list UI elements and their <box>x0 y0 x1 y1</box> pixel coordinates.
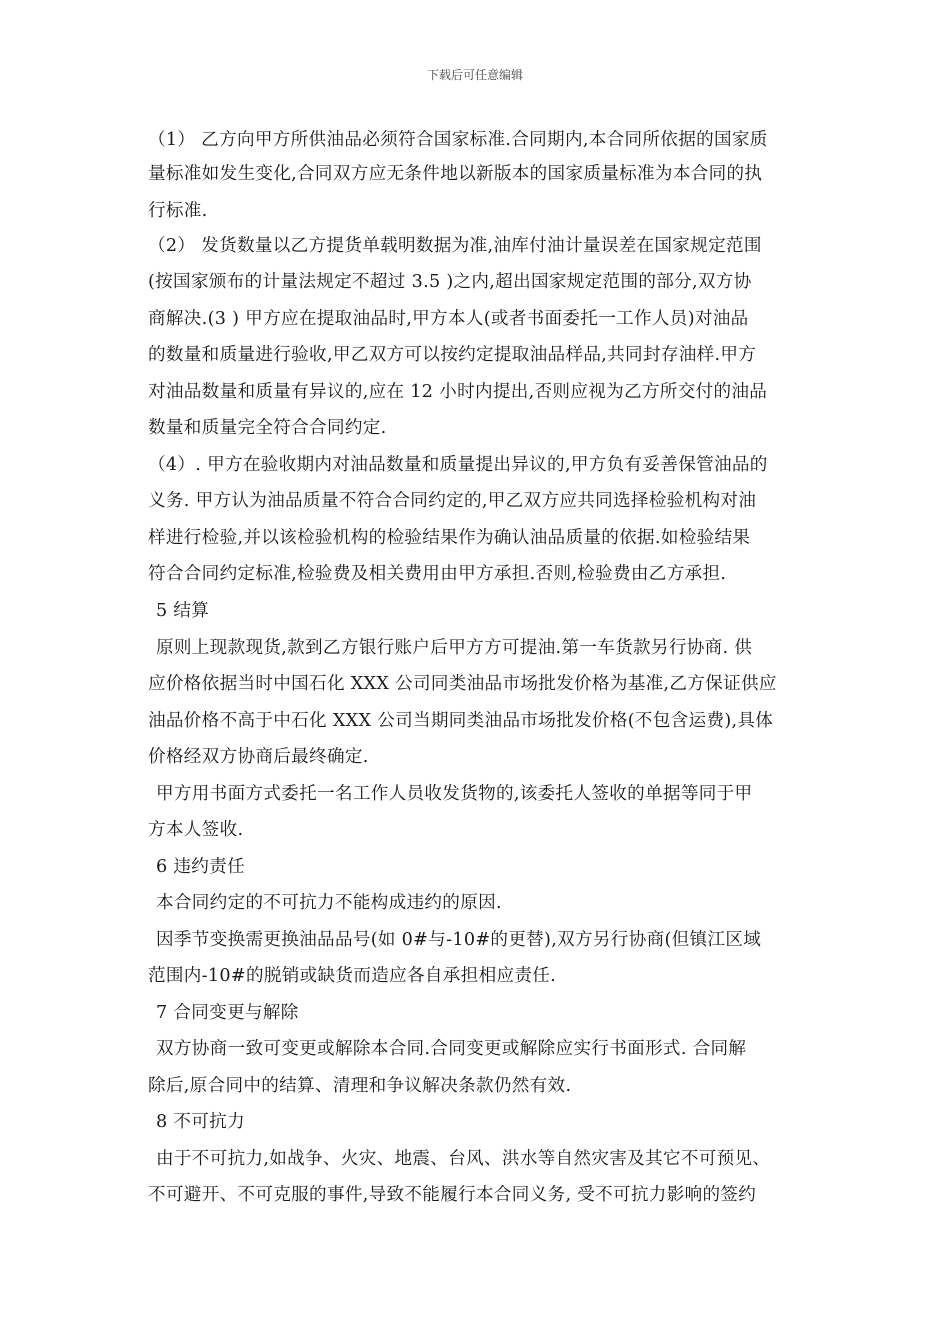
text-line: （2） 发货数量以乙方提货单载明数据为准,油库付油计量误差在国家规定范围 <box>148 236 762 256</box>
text-line: 双方协商一致可变更或解除本合同.合同变更或解除应实行书面形式. 合同解 <box>156 1039 747 1059</box>
text-line: 油品价格不高于中石化 XXX 公司当期同类油品市场批发价格(不包含运费),具体 <box>148 711 774 731</box>
text-line: 的数量和质量进行验收,甲乙双方可以按约定提取油品样品,共同封存油样.甲方 <box>148 345 757 365</box>
text-line: (按国家颁布的计量法规定不超过 3.5 )之内,超出国家规定范围的部分,双方协 <box>148 272 752 292</box>
text-line: 商解决.(3 ) 甲方应在提取油品时,甲方本人(或者书面委托一工作人员)对油品 <box>148 309 749 329</box>
text-line: （1） 乙方向甲方所供油品必须符合国家标准.合同期内,本合同所依据的国家质 <box>148 130 768 150</box>
text-line: 不可避开、不可克服的事件,导致不能履行本合同义务, 受不可抗力影响的签约 <box>148 1185 757 1205</box>
text-line: 符合合同约定标准,检验费及相关费用由甲方承担.否则,检验费由乙方承担. <box>148 564 727 584</box>
text-line: 由于不可抗力,如战争、火灾、地震、台风、洪水等自然灾害及其它不可预见、 <box>156 1149 771 1169</box>
page-header: 下载后可任意编辑 <box>426 68 523 82</box>
text-line: 5 结算 <box>156 601 210 621</box>
text-line: 样进行检验,并以该检验机构的检验结果作为确认油品质量的依据.如检验结果 <box>148 528 751 548</box>
text-line: 甲方用书面方式委托一名工作人员收发货物的,该委托人签收的单据等同于甲 <box>156 784 753 804</box>
text-line: 价格经双方协商后最终确定. <box>148 747 369 767</box>
text-line: 范围内-10#的脱销或缺货而造应各自承担相应责任. <box>148 966 557 986</box>
text-line: 6 违约责任 <box>156 857 245 877</box>
text-line: 对油品数量和质量有异议的,应在 12 小时内提出,否则应视为乙方所交付的油品 <box>148 382 768 402</box>
text-line: 因季节变换需更换油品品号(如 0#与-10#的更替),双方另行协商(但镇江区域 <box>156 930 762 950</box>
text-line: 除后,原合同中的结算、清理和争议解决条款仍然有效. <box>148 1076 572 1096</box>
text-line: 8 不可抗力 <box>156 1112 245 1132</box>
text-line: 数量和质量完全符合合同约定. <box>148 418 387 438</box>
text-line: 行标准. <box>148 201 208 221</box>
text-line: 量标准如发生变化,合同双方应无条件地以新版本的国家质量标准为本合同的执 <box>148 164 763 184</box>
text-line: 方本人签收. <box>148 820 244 840</box>
text-line: （4）. 甲方在验收期内对油品数量和质量提出异议的,甲方负有妥善保管油品的 <box>148 455 768 475</box>
text-line: 7 合同变更与解除 <box>156 1003 299 1023</box>
text-line: 义务. 甲方认为油品质量不符合合同约定的,甲乙双方应共同选择检验机构对油 <box>148 491 757 511</box>
text-line: 原则上现款现货,款到乙方银行账户后甲方方可提油.第一车货款另行协商. 供 <box>156 638 753 658</box>
text-line: 本合同约定的不可抗力不能构成违约的原因. <box>156 893 502 913</box>
text-line: 应价格依据当时中国石化 XXX 公司同类油品市场批发价格为基准,乙方保证供应 <box>148 674 777 694</box>
